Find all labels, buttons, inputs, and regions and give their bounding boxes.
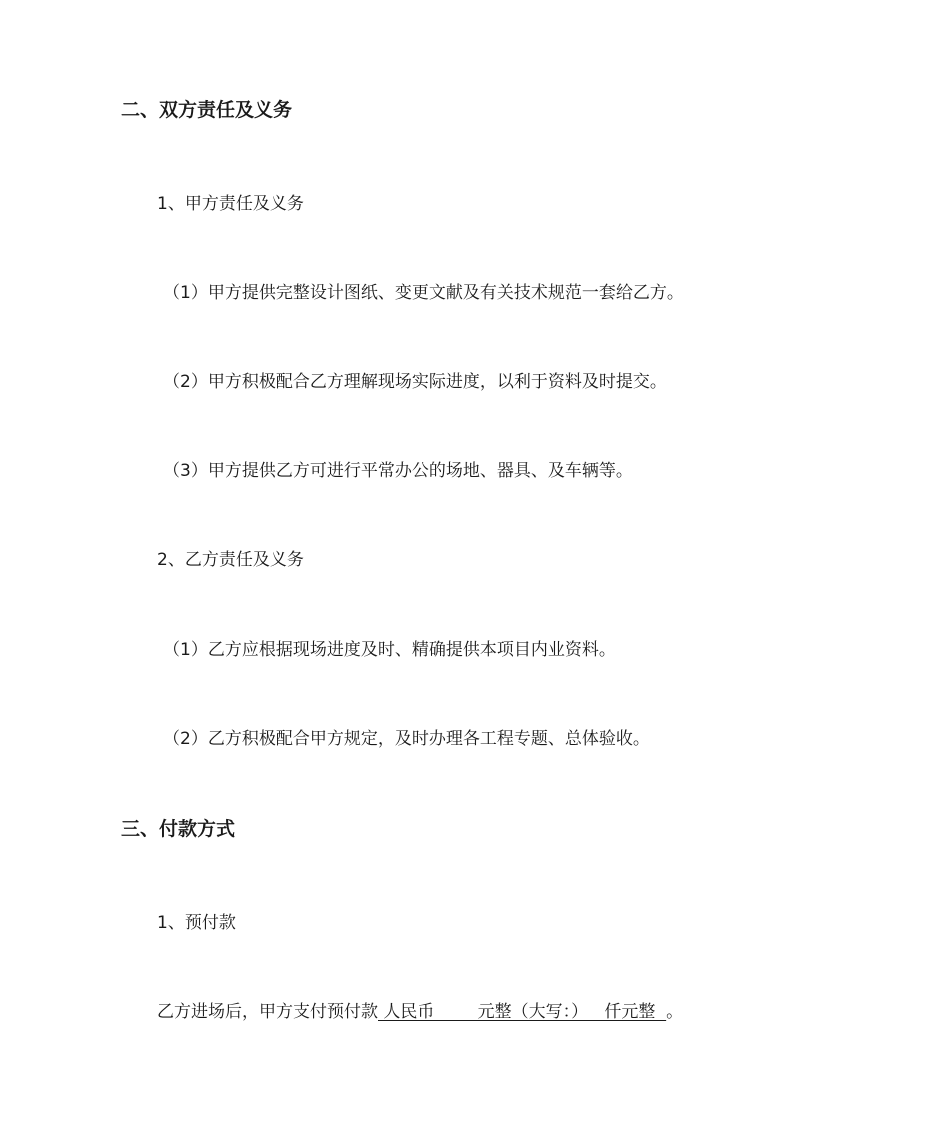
subsection-prepayment-title: 1、预付款 bbox=[157, 913, 236, 933]
party-a-item: （3）甲方提供乙方可进行平常办公的场地、器具、及车辆等。 bbox=[163, 461, 633, 481]
prepayment-amount-blank: 人民币 元整（大写：） 仟元整 bbox=[378, 1002, 667, 1022]
subsection-party-a-title: 1、甲方责任及义务 bbox=[157, 194, 304, 214]
party-a-item: （2）甲方积极配合乙方理解现场实际进度，以利于资料及时提交。 bbox=[163, 372, 667, 392]
prepayment-text-after: 。 bbox=[666, 1002, 684, 1022]
party-b-item: （1）乙方应根据现场进度及时、精确提供本项目内业资料。 bbox=[163, 640, 616, 660]
prepayment-text-before: 乙方进场后，甲方支付预付款 bbox=[157, 1002, 378, 1022]
prepayment-paragraph bbox=[157, 1004, 683, 1021]
section-heading-responsibilities: 二、双方责任及义务 bbox=[121, 99, 293, 121]
section-heading-payment: 三、付款方式 bbox=[121, 818, 236, 840]
subsection-party-b-title: 2、乙方责任及义务 bbox=[157, 550, 304, 570]
party-a-item: （1）甲方提供完整设计图纸、变更文献及有关技术规范一套给乙方。 bbox=[163, 283, 684, 303]
party-b-item: （2）乙方积极配合甲方规定，及时办理各工程专题、总体验收。 bbox=[163, 729, 650, 749]
